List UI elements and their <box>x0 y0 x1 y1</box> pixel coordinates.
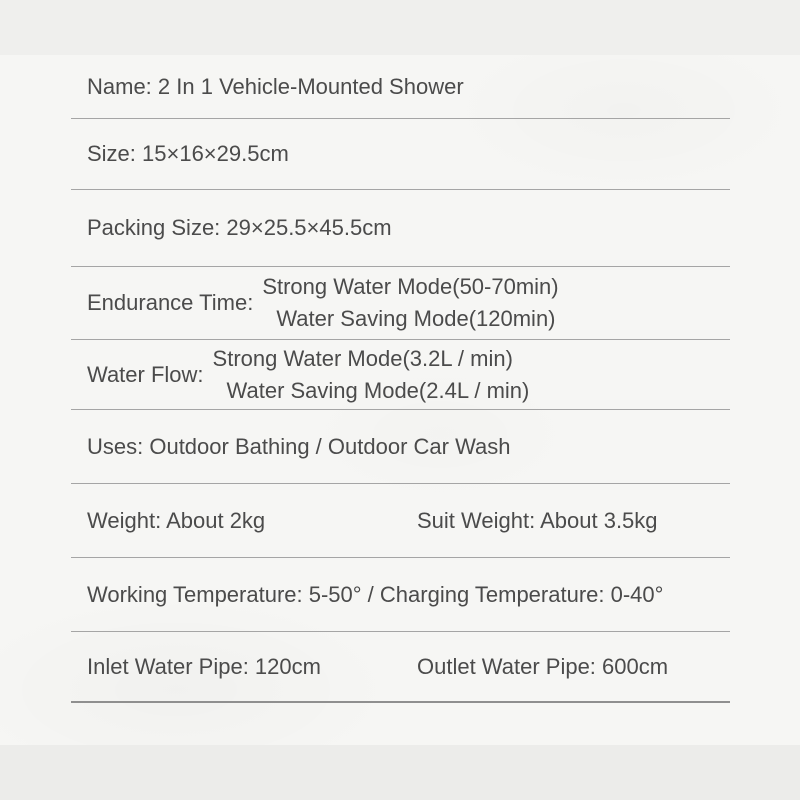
spec-row-uses <box>71 410 730 484</box>
spec-row-temperature <box>71 558 730 632</box>
outlet-pipe-text: Outlet Water Pipe: 600cm <box>417 653 669 679</box>
temperature-text: Working Temperature: 5-50° / Charging Temperature: 0-40° <box>87 581 664 607</box>
water-flow-values <box>213 343 530 407</box>
spec-row-name <box>71 55 730 119</box>
water-flow-line2: Water Saving Mode(2.4L / min) <box>226 377 530 403</box>
top-margin-band <box>0 0 800 55</box>
spec-table <box>71 55 730 703</box>
name-text: Name: 2 In 1 Vehicle-Mounted Shower <box>87 73 464 99</box>
suit-weight-text: Suit Weight: About 3.5kg <box>417 507 658 533</box>
spec-row-size <box>71 119 730 190</box>
spec-row-water-pipes <box>71 632 730 703</box>
water-flow-line1: Strong Water Mode(3.2L / min) <box>212 345 513 371</box>
uses-text: Uses: Outdoor Bathing / Outdoor Car Wash <box>87 433 511 459</box>
endurance-time-label: Endurance Time: <box>87 290 254 315</box>
weight-text: Weight: About 2kg <box>87 507 266 533</box>
endurance-time-line1: Strong Water Mode(50-70min) <box>262 274 559 299</box>
water-flow-label: Water Flow: <box>87 361 204 387</box>
endurance-time-values <box>262 271 558 335</box>
spec-row-packing-size <box>71 190 730 267</box>
inlet-pipe-text: Inlet Water Pipe: 120cm <box>87 653 321 679</box>
endurance-time-line2: Water Saving Mode(120min) <box>276 306 556 331</box>
bottom-margin-band <box>0 745 800 800</box>
spec-row-weight <box>71 484 730 558</box>
size-text: Size: 15×16×29.5cm <box>87 141 289 166</box>
packing-size-text: Packing Size: 29×25.5×45.5cm <box>87 215 392 240</box>
spec-row-water-flow <box>71 340 730 410</box>
spec-row-endurance-time <box>71 267 730 340</box>
